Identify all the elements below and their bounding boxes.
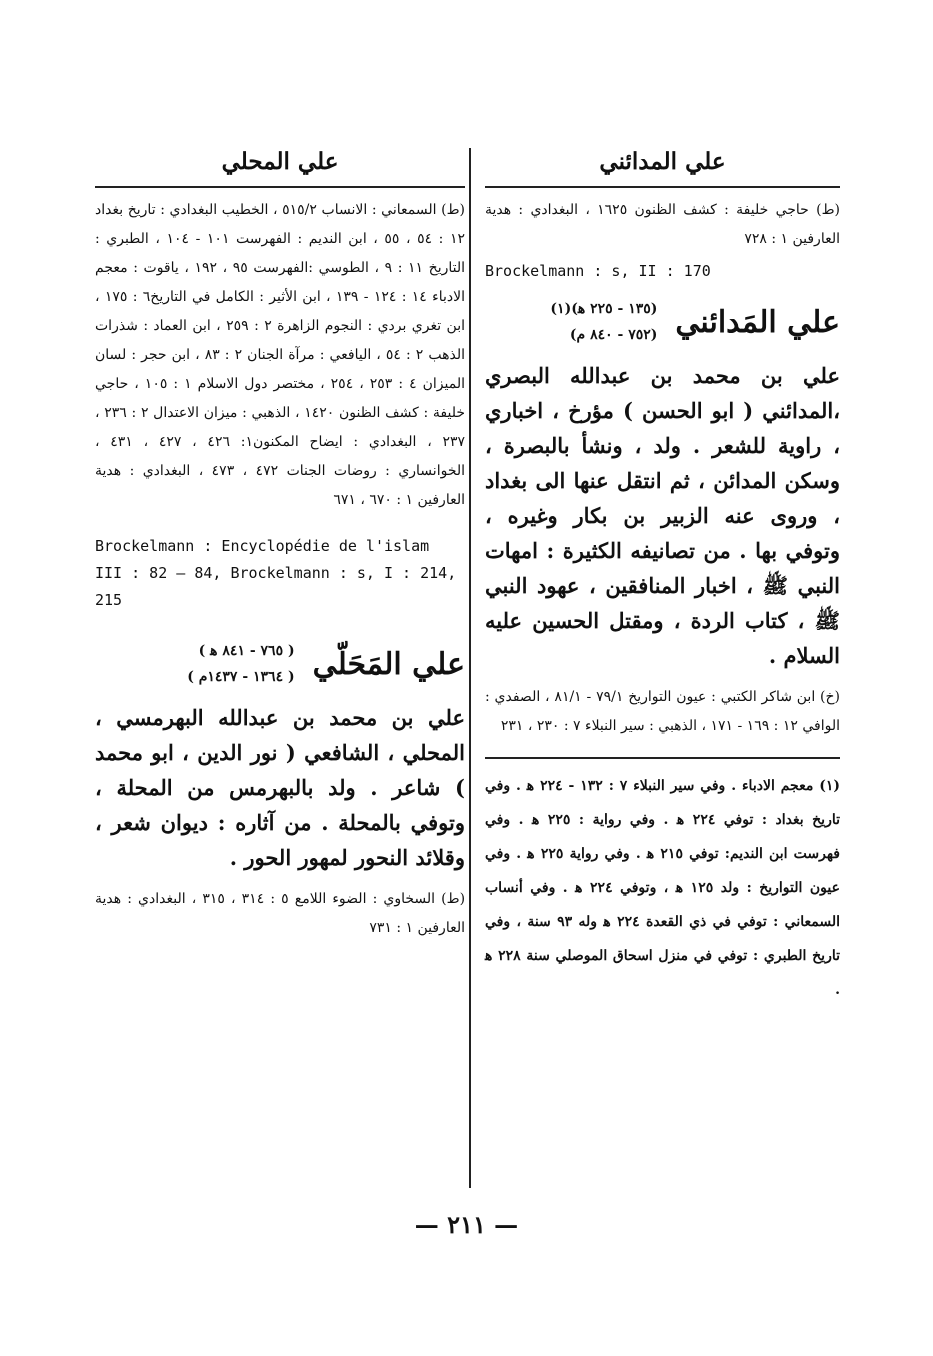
column-divider <box>469 148 471 1188</box>
running-header-left: علي المحلي <box>95 140 465 188</box>
footnote-1: (١) معجم الادباء . وفي سير النبلاء ٧ : ١٣٢ - ٢٢٤ ﻫ . وفي تاريخ بغداد : توفي ٢٢٤ ﻫ . وفي رواية : ٢٢٥ ﻫ . وفي فهرست ابن النديم: توفي ٢١٥ ﻫ . وفي رواية ٢٢٥ ﻫ . وفي عيون التواريخ : ولد ١٢٥ ﻫ ، وتوفي ٢٢٤ ﻫ . وفي أنساب السمعاني : توفي في ذي القعدة ٢٢٤ ﻫ وله ٩٣ سنة ، وفي تاريخ الطبري : توفي في منزل اسحاق الموصلي سنة ٢٢٨ ﻫ . <box>485 778 841 998</box>
entry-heading-mahalli <box>95 638 465 690</box>
entry-citation-mahalli: (ط) السخاوي : الضوء اللامع ٥ : ٣١٤ ، ٣١٥ ، البغدادي : هدية العارفين ١ : ٧٣١ <box>95 891 466 936</box>
entry-dates-madaini <box>550 296 657 348</box>
entry-name-mahalli: علي المَحَلّي <box>312 646 465 682</box>
dates-hijri: (١٣٥ - ٢٢٥ ﻫ)(١) <box>550 301 658 317</box>
latin-reference-right: Brockelmann : s, II : 170 <box>485 262 711 280</box>
entry-body-madaini: علي بن محمد بن عبدالله البصري ،المدائني ( ابو الحسن ) مؤرخ ، اخباري ، راوية للشعر . ولد ، ونشأ بالبصرة ، وسكن المدائن ، ثم انتقل عنها الى بغداد ، وروى عنه الزبير بن بكار وغيره ، وتوفي بها . من تصانيفه الكثيرة : امهات النبي ﷺ ، اخبار المنافقين ، عهود النبي ﷺ ، كتاب الردة ، ومقتل الحسين عليه السلام . <box>485 363 840 668</box>
dates-gregorian: ( ١٣٦٤ - ١٤٣٧م ) <box>187 669 295 685</box>
entry-name-madaini: علي المَدائني <box>675 304 840 340</box>
page-number: — ٢١١ — <box>414 1210 519 1239</box>
dates-hijri: ( ٧٦٥ - ٨٤١ ﻫ ) <box>198 643 295 659</box>
running-header-right: علي المدائني <box>485 140 840 188</box>
entry-body-mahalli: علي بن محمد بن عبدالله البهرمسي ، المحلي ، الشافعي ( نور الدين ، ابو محمد ) شاعر . ولد بالبهرمس من المحلة ، وتوفي بالمحلة . من آثاره : ديوان شعر ، وقلائد النحور لمهور الحور . <box>95 705 465 870</box>
top-citation-left: (ط) السمعاني : الانساب ٥١٥/٢ ، الخطيب البغدادي : تاريخ بغداد ١٢ : ٥٤ ، ٥٥ ، ابن النديم : الفهرست ١٠١ - ١٠٤ ، الطبري : التاريخ ١١ : ٩ ، الطوسي :الفهرست ٩٥ ، ١٩٢ ، ياقوت : معجم الادباء ١٤ : ١٢٤ - ١٣٩ ، ابن الأثير : الكامل في التاريخ٦ : ١٧٥ ، ابن تغري بردي : النجوم الزاهرة ٢ : ٢٥٩ ، ابن العماد : شذرات الذهب ٢ : ٥٤ ، اليافعي : مرآة الجنان ٢ : ٨٣ ، ابن حجر : لسان الميزان ٤ : ٢٥٣ ، ٢٥٤ ، مختصر دول الاسلام ١ : ١٠٥ ، حاجي خليفة : كشف الظنون ١٤٢٠ ، الذهبي : ميزان الاعتدال ٢ : ٢٣٦ ، ٢٣٧ ، البغدادي : ايضاح المكنون١: ٤٢٦ ، ٤٢٧ ، ٤٣١ ، الخوانساري : روضات الجنات ٤٧٢ ، ٤٧٣ ، البغدادي : هدية العارفين ١ : ٦٧٠ ، ٦٧١ <box>95 202 466 508</box>
latin-reference-left: Brockelmann : Encyclopédie de l'islam III : 82 — 84, Brockelmann : s, I : 214, 215 <box>95 537 457 609</box>
right-column <box>485 140 840 1007</box>
dates-gregorian: (٧٥٢ - ٨٤٠ م) <box>569 327 658 343</box>
entry-heading-madaini <box>485 296 840 348</box>
left-column <box>95 140 465 943</box>
entry-citation-madaini: (خ) ابن شاكر الكتبي : عيون التواريخ ٧٩/١ - ٨١/١ ، الصفدي : الوافي ١٢ : ١٦٩ - ١٧١ ، الذهبي : سير النبلاء ٧ : ٢٣٠ ، ٢٣١ <box>485 689 841 734</box>
entry-dates-mahalli <box>187 638 294 690</box>
top-citation-right: (ط) حاجي خليفة : كشف الظنون ١٦٢٥ ، البغدادي : هدية العارفين ١ : ٧٢٨ <box>485 202 840 247</box>
footnote-separator <box>485 757 840 759</box>
